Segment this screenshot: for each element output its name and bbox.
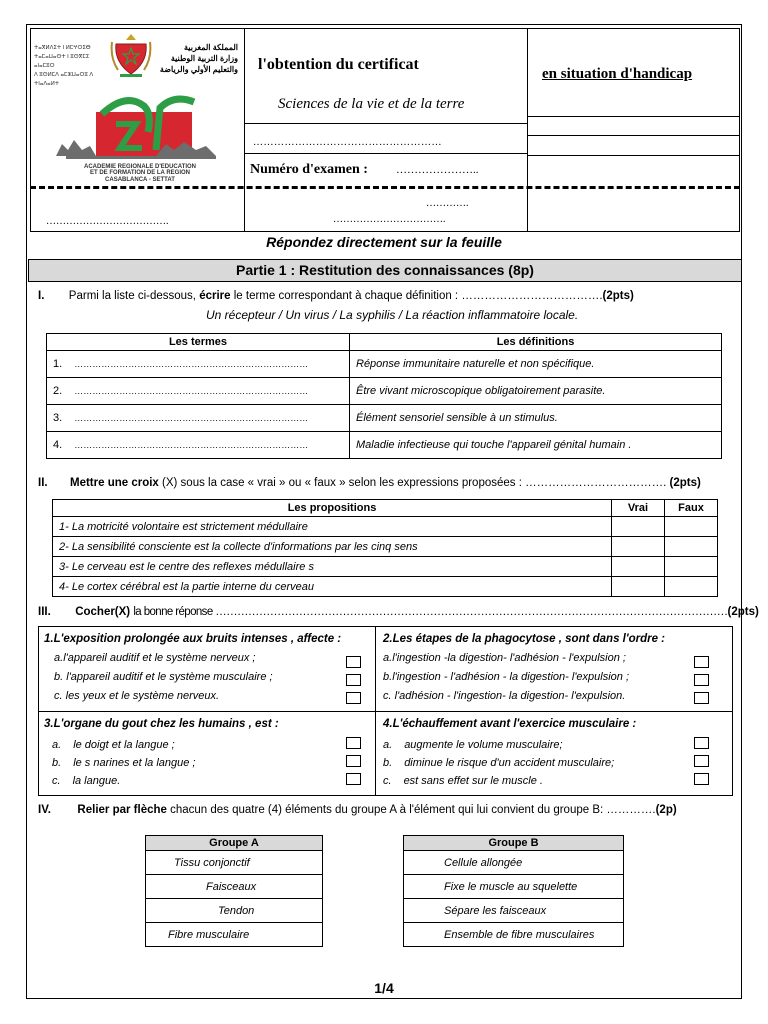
checkbox[interactable] xyxy=(694,656,709,668)
group-b-title: Groupe B xyxy=(404,836,624,851)
arabic-line-3: والتعليم الأولي والرياضة xyxy=(159,65,238,74)
term-dots: …………………………………………………………………… xyxy=(74,413,309,423)
page-number: 1/4 xyxy=(374,980,394,996)
q4-title: 4.L'échauffement avant l'exercice musculaire : xyxy=(383,718,637,730)
group-a-text: Faisceaux xyxy=(206,880,257,893)
partie1-title: Partie 1 : Restitution des connaissances (8p) xyxy=(236,262,534,278)
term-cell[interactable] xyxy=(47,351,350,378)
checkbox[interactable] xyxy=(694,692,709,704)
table-row xyxy=(47,378,722,405)
q2-title: 2.Les étapes de la phagocytose , sont dans l'ordre : xyxy=(383,633,666,645)
section1-list: Un récepteur / Un virus / La syphilis / La réaction inflammatoire locale. xyxy=(206,308,579,322)
group-a-item[interactable] xyxy=(146,899,323,923)
section1-text-before: Parmi la liste ci-dessous, xyxy=(68,290,196,302)
section3-points: (2pts) xyxy=(727,606,759,618)
section1-points: (2pts) xyxy=(602,290,634,302)
option-text: l'appareil auditif et le système nerveux ; xyxy=(63,652,256,664)
option-letter: a. xyxy=(383,739,393,751)
partie1-banner xyxy=(28,259,742,282)
option-letter: b. xyxy=(54,671,64,683)
term-dots: …………………………………………………………………… xyxy=(74,386,309,396)
option-letter: a. xyxy=(52,739,62,751)
section3-text-bold: Cocher(X) xyxy=(75,606,131,618)
group-a-title: Groupe A xyxy=(146,836,323,851)
group-b-text: Cellule allongée xyxy=(444,856,523,869)
exam-number-label: Numéro d'examen : xyxy=(250,162,368,177)
table-row xyxy=(53,557,718,577)
mid-dots-2[interactable]: ……………………………. xyxy=(333,214,446,225)
checkbox[interactable] xyxy=(694,773,709,785)
faux-cell[interactable] xyxy=(665,557,718,577)
table-row xyxy=(47,405,722,432)
option-text: le s narines et la langue ; xyxy=(73,757,196,769)
row-num: 3. xyxy=(53,412,63,424)
exam-title: l'obtention du certificat xyxy=(258,56,419,73)
academy-line-3: CASABLANCA - SETTAT xyxy=(105,176,175,183)
academy-logo-icon xyxy=(56,84,226,166)
proposition-cell: 3- Le cerveau est le centre des reflexes médullaire s xyxy=(53,557,612,577)
group-a-item[interactable] xyxy=(146,875,323,899)
group-a-table xyxy=(145,835,323,947)
option-letter: b. xyxy=(383,671,393,683)
section4-heading xyxy=(38,804,677,816)
definition-cell: Réponse immunitaire naturelle et non spécifique. xyxy=(350,351,722,378)
definition-cell: Maladie infectieuse qui touche l'appareil génital humain . xyxy=(350,432,722,459)
q1-title: 1.L'exposition prolongée aux bruits intenses , affecte : xyxy=(44,633,342,645)
option-text: les yeux et le système nerveux. xyxy=(65,690,220,702)
section1-heading xyxy=(38,290,634,302)
q3-title: 3.L'organe du gout chez les humains , est : xyxy=(44,718,279,730)
mid-dots-1[interactable]: …………. xyxy=(426,198,469,209)
checkbox[interactable] xyxy=(346,773,361,785)
group-b-text: Sépare les faisceaux xyxy=(444,904,547,917)
faux-cell[interactable] xyxy=(665,517,718,537)
vrai-cell[interactable] xyxy=(612,557,665,577)
section1-num: I. xyxy=(38,290,45,302)
section2-num: II. xyxy=(38,477,48,489)
table-row xyxy=(47,432,722,459)
term-dots: …………………………………………………………………… xyxy=(74,359,309,369)
checkbox[interactable] xyxy=(346,656,361,668)
section4-text-after: chacun des quatre (4) éléments du groupe A à l'élément qui lui convient du groupe B: …………. xyxy=(170,804,656,816)
cut-line xyxy=(30,186,740,189)
subject-title: Sciences de la vie et de la terre xyxy=(278,96,465,112)
proposition-cell: 2- La sensibilité consciente est la collecte d'informations par les cinq sens xyxy=(53,537,612,557)
checkbox[interactable] xyxy=(694,737,709,749)
term-cell[interactable] xyxy=(47,378,350,405)
instruction-text: Répondez directement sur la feuille xyxy=(266,234,502,250)
group-b-item[interactable] xyxy=(404,899,624,923)
section1-text-after: le terme correspondant à chaque définition : ………………………………. xyxy=(233,290,603,302)
group-a-text: Fibre musculaire xyxy=(168,928,250,941)
academy-line-1: ACADEMIE REGIONALE D'EDUCATION xyxy=(84,164,196,170)
group-b-item[interactable] xyxy=(404,923,624,947)
section3-num: III. xyxy=(38,606,51,618)
group-a-text: Tendon xyxy=(218,904,255,917)
option-text: diminue le risque d'un accident musculaire; xyxy=(404,757,615,769)
checkbox[interactable] xyxy=(694,755,709,767)
arabic-line-1: المملكة المغربية xyxy=(184,43,238,52)
table-row xyxy=(53,537,718,557)
section2-text-after: (X) sous la case « vrai » ou « faux » selon les expressions proposées : ………………………………. xyxy=(162,477,667,489)
option-text: augmente le volume musculaire; xyxy=(404,739,563,751)
term-cell[interactable] xyxy=(47,405,350,432)
arabic-line-2: وزارة التربية الوطنية xyxy=(170,54,238,63)
tifinagh-line-1: ⵜⴰⴳⵍⴷⵉⵜ ⵏ ⵍⵎⵖⵔⵉⴱ xyxy=(34,45,91,51)
option-text: l'adhésion - l'ingestion- la digestion- l'expulsion. xyxy=(391,690,626,702)
col-vrai: Vrai xyxy=(612,500,665,517)
vrai-cell[interactable] xyxy=(612,517,665,537)
faux-cell[interactable] xyxy=(665,577,718,597)
table-row xyxy=(53,577,718,597)
academy-line-2: ET DE FORMATION DE LA REGION xyxy=(90,170,190,177)
section3-heading xyxy=(38,606,759,618)
checkbox[interactable] xyxy=(346,674,361,686)
option-letter: b. xyxy=(383,757,393,769)
option-letter: b. xyxy=(52,757,62,769)
handicap-label: en situation d'handicap xyxy=(542,66,693,82)
section2-table xyxy=(52,499,718,597)
section2-points: (2pts) xyxy=(669,477,701,489)
vrai-cell[interactable] xyxy=(612,577,665,597)
checkbox[interactable] xyxy=(346,737,361,749)
option-letter: a. xyxy=(54,652,64,664)
group-b-item[interactable] xyxy=(404,875,624,899)
group-b-table xyxy=(403,835,624,947)
col-propositions: Les propositions xyxy=(53,500,612,517)
definition-cell: Élément sensoriel sensible à un stimulus. xyxy=(350,405,722,432)
section4-points: (2p) xyxy=(655,804,677,816)
tifinagh-line-2: ⵜⴰⵎⴰⵡⴰⵙⵜ ⵏ ⵓⵙⴳⵎⵉ ⴰⵏⴰⵎⵓⵔ xyxy=(34,54,90,69)
checkbox[interactable] xyxy=(694,674,709,686)
option-letter: c. xyxy=(383,775,392,787)
group-b-item[interactable] xyxy=(404,851,624,875)
section2-heading xyxy=(38,477,701,489)
section2-text-bold: Mettre une croix xyxy=(70,477,159,489)
proposition-cell: 4- Le cortex cérébral est la partie interne du cerveau xyxy=(53,577,612,597)
group-a-text: Tissu conjonctif xyxy=(174,856,250,869)
option-letter: c. xyxy=(383,690,392,702)
row-num: 4. xyxy=(53,439,63,451)
table-row xyxy=(53,517,718,537)
option-text: l'ingestion -la digestion- l'adhésion - l'expulsion ; xyxy=(392,652,626,664)
option-text: est sans effet sur le muscle . xyxy=(403,775,543,787)
group-a-item[interactable] xyxy=(146,923,323,947)
logo-block xyxy=(34,32,240,182)
checkbox[interactable] xyxy=(346,755,361,767)
faux-cell[interactable] xyxy=(665,537,718,557)
vrai-cell[interactable] xyxy=(612,537,665,557)
col-definitions: Les définitions xyxy=(350,334,722,351)
section4-num: IV. xyxy=(38,804,52,816)
group-b-text: Fixe le muscle au squelette xyxy=(444,880,578,893)
option-text: la langue. xyxy=(72,775,121,787)
definition-cell: Être vivant microscopique obligatoirement parasite. xyxy=(350,378,722,405)
option-letter: c. xyxy=(54,690,63,702)
section3-text-after: la bonne réponse …………………………………………………………………………………………………………………………… xyxy=(133,606,728,618)
option-text: l'ingestion - l'adhésion - la digestion- l'expulsion ; xyxy=(392,671,630,683)
option-text: l'appareil auditif et le système musculaire ; xyxy=(66,671,273,683)
checkbox[interactable] xyxy=(346,692,361,704)
group-b-text: Ensemble de fibre musculaires xyxy=(444,928,595,941)
option-letter: c. xyxy=(52,775,61,787)
option-letter: a. xyxy=(383,652,393,664)
candidate-dots[interactable]: ……………………………………………… xyxy=(253,137,442,148)
left-dots[interactable]: ………………………………. xyxy=(46,216,169,227)
section1-table xyxy=(46,333,722,459)
term-cell[interactable] xyxy=(47,432,350,459)
table-row xyxy=(47,351,722,378)
section4-text-bold: Relier par flèche xyxy=(77,804,167,816)
row-num: 2. xyxy=(53,385,63,397)
option-text: le doigt et la langue ; xyxy=(73,739,175,751)
row-num: 1. xyxy=(53,358,63,370)
exam-number-dots[interactable]: ………………….. xyxy=(396,164,479,176)
term-dots: …………………………………………………………………… xyxy=(74,440,309,450)
col-terms: Les termes xyxy=(47,334,350,351)
coat-of-arms-icon xyxy=(110,32,152,78)
col-faux: Faux xyxy=(665,500,718,517)
tifinagh-line-3: ⴷ ⵓⵙⵍⵎⴷ ⴰⵎⵣⵡⴰⵔⵓ ⴷ ⵜⵏⴰⴷⴰⵍⵜ xyxy=(34,72,94,87)
section1-text-bold: écrire xyxy=(199,290,231,302)
proposition-cell: 1- La motricité volontaire est strictement médullaire xyxy=(53,517,612,537)
group-a-item[interactable] xyxy=(146,851,323,875)
